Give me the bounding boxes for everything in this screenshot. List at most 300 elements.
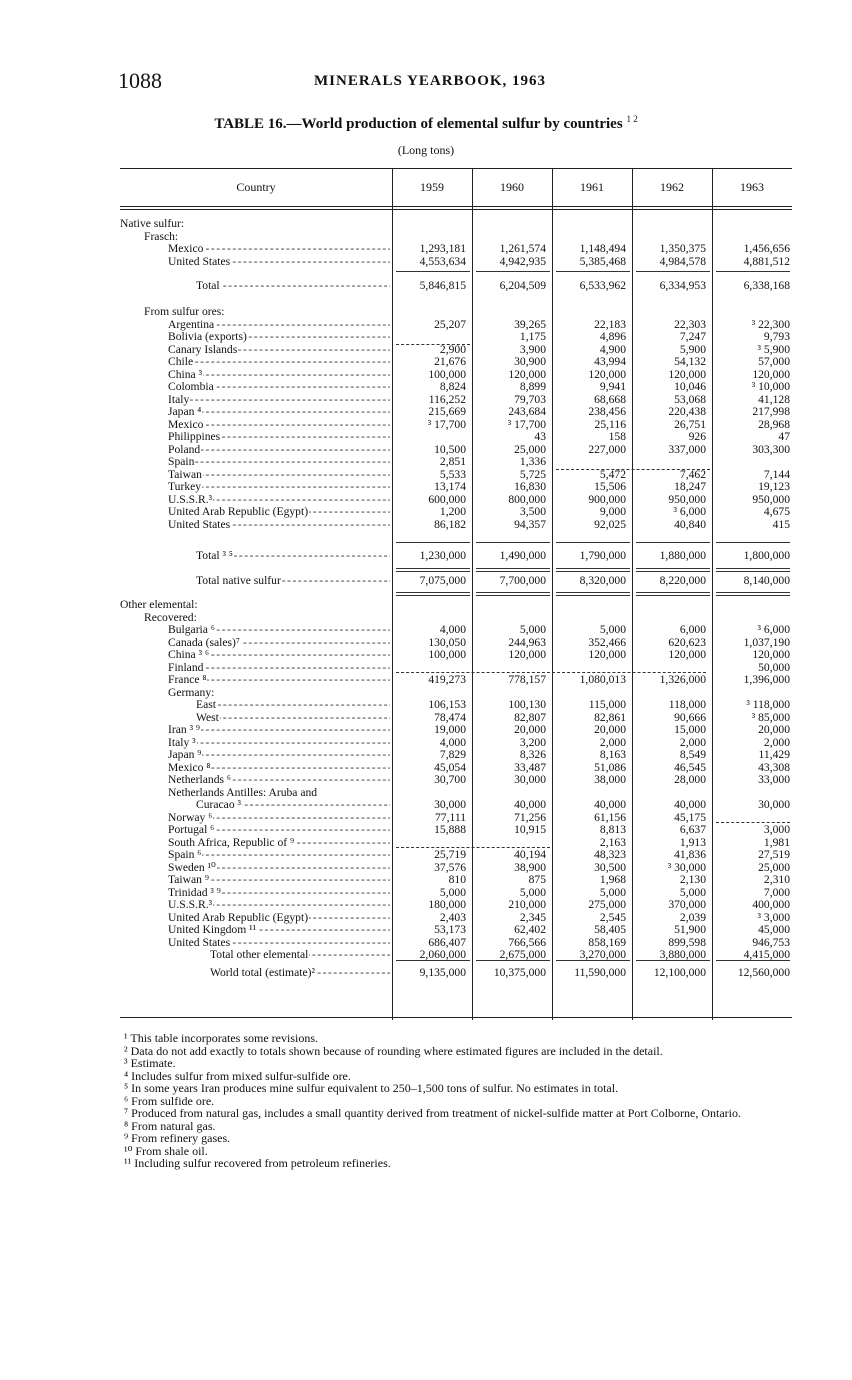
value-cell: 100,130	[508, 698, 546, 711]
rule	[716, 542, 790, 543]
table-row	[120, 243, 792, 256]
row-label-text: From sulfur ores:	[144, 306, 225, 318]
row-label	[168, 649, 390, 662]
rule	[556, 568, 630, 569]
rule	[716, 960, 790, 961]
header-rule-2	[120, 209, 792, 210]
row-label-text: West	[196, 711, 219, 724]
value-cell: 2,403	[439, 910, 466, 924]
table-row	[120, 749, 792, 762]
value-cell: 858,169	[588, 935, 626, 949]
page-number: 1088	[118, 68, 162, 93]
value-cell: 33,000	[758, 773, 790, 786]
rule	[716, 568, 790, 569]
row-label-text: Argentina	[168, 318, 215, 331]
value-cell: 303,300	[752, 442, 790, 456]
value-cell: 82,807	[514, 710, 546, 724]
rule	[556, 960, 630, 961]
value-cell: 2,345	[519, 910, 546, 924]
row-label-text: Portugal ⁶	[168, 824, 215, 836]
row-label-text: Bulgaria ⁶	[168, 624, 215, 636]
value-cell: 86,182	[434, 517, 466, 531]
value-cell: 5,533	[439, 467, 466, 481]
value-cell: 118,000	[668, 698, 706, 711]
value-cell: 5,000	[599, 623, 626, 636]
value-cell: 28,000	[674, 773, 706, 786]
value-cell: 39,265	[514, 317, 546, 331]
row-label	[168, 687, 390, 700]
value-cell: 53,068	[674, 392, 706, 406]
value-cell: 227,000	[588, 442, 626, 456]
table-row	[120, 799, 792, 812]
rule	[396, 271, 470, 272]
row-label	[168, 431, 390, 444]
value-cell: 20,000	[514, 723, 546, 736]
row-label	[168, 662, 390, 675]
row-label-text: Frasch:	[144, 230, 179, 243]
rule	[636, 568, 710, 569]
value-cell: ³ 17,700	[427, 417, 466, 431]
value-cell: 1,880,000	[659, 549, 706, 562]
row-label-text: Total ³ ⁵	[196, 550, 233, 562]
value-cell: 4,553,634	[419, 254, 466, 268]
value-cell: 7,247	[679, 330, 706, 343]
value-cell: 210,000	[508, 898, 546, 911]
table-row	[120, 431, 792, 444]
table-title-text: TABLE 16.—World production of elemental sulfur by countries	[214, 116, 623, 132]
row-label	[168, 519, 390, 532]
row-label	[168, 824, 390, 837]
value-cell: 26,751	[674, 417, 706, 431]
value-cell: 9,135,000	[419, 966, 466, 979]
row-label-text: Curacao ³	[196, 799, 241, 811]
row-label	[144, 306, 390, 319]
table-row	[120, 899, 792, 912]
value-cell: 10,046	[674, 380, 706, 393]
value-cell: 1,175	[519, 330, 546, 343]
value-cell: ³ 5,900	[757, 342, 790, 356]
value-cell: 5,000	[439, 885, 466, 899]
row-label-text: Bolivia (exports)	[168, 331, 247, 343]
row-label	[168, 787, 390, 800]
row-label	[168, 456, 390, 469]
value-cell: 58,405	[594, 923, 626, 936]
value-cell: 1,230,000	[419, 549, 466, 562]
value-cell: 1,148,494	[579, 242, 626, 255]
row-label	[168, 381, 390, 394]
row-label-text: Italy ³	[168, 736, 196, 749]
footnote: ² Data do not add exactly to totals shown because of rounding where estimated figures are included in the detail.	[124, 1043, 663, 1058]
value-cell: 51,900	[674, 923, 706, 936]
row-label-text: Netherlands Antilles: Aruba and	[168, 786, 318, 799]
value-cell: 1,326,000	[659, 673, 706, 686]
value-cell: 100,000	[428, 367, 466, 381]
value-cell: 5,000	[519, 885, 546, 899]
table-row	[120, 599, 792, 612]
rule	[556, 271, 630, 272]
row-label	[168, 356, 390, 369]
value-cell: 1,790,000	[579, 549, 626, 562]
value-cell: 40,000	[594, 798, 626, 811]
value-cell: 419,273	[428, 673, 466, 686]
rule	[476, 595, 550, 596]
value-cell: 5,385,468	[579, 254, 626, 268]
value-cell: 30,700	[434, 773, 466, 786]
table-row	[120, 356, 792, 369]
value-cell: ³ 10,000	[751, 380, 790, 393]
table-row	[120, 218, 792, 231]
value-cell: 41,128	[758, 392, 790, 406]
value-cell: 19,123	[758, 480, 790, 493]
value-cell: 3,270,000	[579, 948, 626, 961]
value-cell: 180,000	[428, 898, 466, 911]
rule	[396, 592, 470, 593]
value-cell: 7,144	[763, 467, 790, 481]
value-cell: 2,060,000	[419, 948, 466, 961]
value-cell: 4,984,578	[659, 254, 706, 268]
value-cell: 100,000	[428, 648, 466, 661]
row-label	[144, 612, 390, 625]
row-label-text: Germany:	[168, 686, 215, 699]
row-label	[168, 849, 390, 862]
row-label	[144, 231, 390, 244]
value-cell: 620,623	[668, 635, 706, 649]
value-cell: 18,247	[674, 480, 706, 493]
value-cell: 46,545	[674, 760, 706, 774]
value-cell: 21,676	[434, 355, 466, 368]
value-cell: 13,174	[434, 480, 466, 493]
value-cell: 41,836	[674, 848, 706, 861]
row-label-text: Mexico	[168, 418, 204, 431]
row-label	[168, 899, 390, 912]
row-label-text: United States	[168, 936, 231, 949]
row-label	[168, 481, 390, 494]
value-cell: 7,462	[679, 467, 706, 481]
row-label-text: Spain	[168, 456, 195, 468]
rule	[716, 592, 790, 593]
table-row	[120, 624, 792, 637]
footnote: ¹¹ Including sulfur recovered from petroleum refineries.	[124, 1156, 391, 1170]
value-cell: 8,220,000	[659, 574, 706, 587]
value-cell: 16,830	[514, 480, 546, 493]
value-cell: 3,900	[519, 342, 546, 356]
rule	[556, 571, 630, 572]
value-cell: 7,829	[439, 748, 466, 761]
row-label-text: United Kingdom ¹¹	[168, 924, 257, 936]
value-cell: 1,350,375	[659, 242, 706, 255]
value-cell: 20,000	[758, 723, 790, 736]
value-cell: 10,915	[514, 823, 546, 836]
footnote: ⁶ From sulfide ore.	[124, 1093, 215, 1108]
value-cell: ³ 30,000	[667, 860, 706, 874]
value-cell: ³ 17,700	[507, 417, 546, 431]
table-row	[120, 506, 792, 519]
value-cell: 8,549	[679, 748, 706, 761]
footnote: ¹⁰ From shale oil.	[124, 1143, 208, 1158]
footnote: ⁴ Includes sulfur from mixed sulfur-sulfide ore.	[124, 1068, 351, 1083]
value-cell: 3,000	[763, 823, 790, 836]
value-cell: 82,861	[594, 710, 626, 724]
table-row	[120, 649, 792, 662]
value-cell: 50,000	[758, 660, 790, 674]
row-label	[210, 967, 390, 980]
value-cell: 38,000	[594, 773, 626, 786]
row-label	[168, 812, 390, 825]
value-cell: 1,396,000	[743, 673, 790, 686]
value-cell: 2,310	[763, 873, 790, 886]
value-cell: 30,500	[594, 860, 626, 874]
row-label-text: United States	[168, 255, 231, 268]
value-cell: 1,336	[519, 455, 546, 468]
rule	[476, 571, 550, 572]
table-row	[120, 874, 792, 887]
row-label-text: Japan ⁹	[168, 749, 202, 761]
value-cell: 10,500	[434, 442, 466, 456]
value-cell: 45,054	[434, 760, 466, 774]
rule	[476, 542, 550, 543]
value-cell: 215,669	[428, 405, 466, 418]
value-cell: 120,000	[508, 367, 546, 381]
row-label-text: Turkey	[168, 481, 202, 493]
rule	[396, 595, 470, 596]
rule	[396, 960, 470, 961]
value-cell: 25,000	[758, 860, 790, 874]
value-cell: 1,293,181	[419, 242, 466, 255]
value-cell: 120,000	[752, 367, 790, 381]
value-cell: 1,800,000	[743, 549, 790, 562]
row-label	[168, 624, 390, 637]
value-cell: 106,153	[428, 698, 466, 711]
row-label	[168, 506, 390, 519]
value-cell: 9,000	[599, 505, 626, 518]
row-label-text: China ³	[168, 368, 203, 381]
value-cell: 47	[778, 430, 790, 443]
row-label	[168, 749, 390, 762]
value-cell: 30,000	[758, 798, 790, 811]
row-label-text: Native sulfur:	[120, 218, 185, 230]
value-cell: 40,000	[514, 798, 546, 811]
table-row	[120, 381, 792, 394]
value-cell: 8,824	[439, 380, 466, 393]
value-cell: 8,899	[519, 380, 546, 393]
value-cell: 800,000	[508, 492, 546, 506]
value-cell: 5,846,815	[419, 279, 466, 292]
row-label-text: United Arab Republic (Egypt)	[168, 911, 309, 924]
value-cell: 900,000	[588, 492, 626, 506]
value-cell: 217,998	[752, 405, 790, 418]
row-label	[196, 280, 390, 293]
row-label-text: Total other elemental	[210, 949, 309, 961]
value-cell: 8,813	[599, 823, 626, 836]
row-label	[168, 862, 390, 875]
row-label	[168, 737, 390, 750]
value-cell: 2,000	[763, 735, 790, 749]
value-cell: 686,407	[428, 935, 466, 949]
value-cell: 2,545	[599, 910, 626, 924]
row-label-text: Recovered:	[144, 611, 197, 624]
value-cell: 2,130	[679, 873, 706, 886]
running-title: MINERALS YEARBOOK, 1963	[314, 73, 547, 89]
value-cell: 1,913	[679, 835, 706, 849]
value-cell: 62,402	[514, 923, 546, 936]
value-cell: 45,175	[674, 810, 706, 824]
row-label-text: Total native sulfur	[196, 575, 281, 587]
production-table	[120, 168, 792, 1020]
footnote: ⁹ From refinery gases.	[124, 1131, 231, 1145]
row-label-text: Total	[196, 280, 220, 292]
table-title-notes: 1 2	[626, 114, 638, 124]
row-label-text: Spain ⁶	[168, 849, 202, 861]
value-cell: 5,900	[679, 342, 706, 356]
value-cell: 43,994	[594, 355, 626, 368]
table-row	[120, 550, 792, 563]
row-label-text: Other elemental:	[120, 599, 198, 611]
value-cell: 5,000	[519, 623, 546, 636]
row-label	[168, 887, 390, 900]
row-label-text: United Arab Republic (Egypt)	[168, 506, 309, 518]
value-cell: 2,163	[599, 835, 626, 849]
row-label-text: Netherlands ⁶	[168, 774, 231, 786]
value-cell: 899,598	[668, 935, 706, 949]
row-label-text: Taiwan	[168, 468, 202, 481]
value-cell: 9,793	[763, 330, 790, 343]
row-label-text: Chile	[168, 356, 194, 368]
row-label	[168, 762, 390, 775]
row-label-text: Italy	[168, 393, 190, 406]
rule	[476, 592, 550, 593]
value-cell: 33,487	[514, 760, 546, 774]
row-label-text: Mexico	[168, 243, 204, 255]
value-cell: 4,415,000	[743, 948, 790, 961]
value-cell: 40,000	[674, 798, 706, 811]
table-row	[120, 306, 792, 319]
value-cell: 4,000	[439, 735, 466, 749]
footnote: ⁸ From natural gas.	[124, 1118, 216, 1133]
value-cell: 94,357	[514, 517, 546, 531]
value-cell: 875	[528, 873, 546, 886]
row-label	[168, 419, 390, 432]
value-cell: ³ 6,000	[673, 505, 706, 518]
value-cell: 2,000	[679, 735, 706, 749]
row-label	[168, 369, 390, 382]
value-cell: 600,000	[428, 492, 466, 506]
table-row	[120, 575, 792, 588]
rule	[396, 571, 470, 572]
value-cell: 25,719	[434, 848, 466, 861]
value-cell: 12,560,000	[737, 966, 790, 979]
row-label-text: Japan ⁴	[168, 406, 202, 418]
value-cell: 275,000	[588, 898, 626, 911]
value-cell: ³ 118,000	[746, 698, 790, 711]
row-label	[168, 469, 390, 482]
row-label	[168, 837, 390, 850]
table-top-rule	[120, 168, 792, 169]
value-cell: 92,025	[594, 517, 626, 531]
table-row	[120, 280, 792, 293]
value-cell: 1,456,656	[743, 242, 790, 255]
header-1962: 1962	[660, 180, 684, 194]
rule	[556, 542, 630, 543]
table-row	[120, 724, 792, 737]
value-cell: 78,474	[434, 710, 466, 724]
row-label	[120, 599, 390, 612]
value-cell: 43,308	[758, 760, 790, 774]
value-cell: 352,466	[588, 635, 626, 649]
table-row	[120, 331, 792, 344]
rule	[556, 595, 630, 596]
row-label	[168, 674, 390, 687]
rule	[636, 542, 710, 543]
value-cell: 5,000	[679, 885, 706, 899]
row-label	[168, 912, 390, 925]
value-cell: 116,252	[428, 392, 466, 406]
value-cell: 946,753	[752, 935, 790, 949]
header-1963: 1963	[740, 180, 764, 194]
row-label	[196, 712, 390, 725]
value-cell: 5,472	[599, 467, 626, 481]
value-cell: 950,000	[668, 492, 706, 506]
row-label	[168, 394, 390, 407]
table-row	[120, 824, 792, 837]
value-cell: 15,888	[434, 823, 466, 836]
value-cell: 1,080,013	[579, 673, 626, 686]
row-label	[196, 799, 390, 812]
value-cell: 10,375,000	[493, 966, 546, 979]
value-cell: 1,037,190	[743, 635, 790, 649]
rule	[476, 568, 550, 569]
value-cell: 6,204,509	[499, 279, 546, 292]
value-cell: 25,207	[434, 317, 466, 331]
row-label-text: Colombia	[168, 381, 214, 393]
value-cell: 7,000	[763, 885, 790, 899]
header-country: Country	[236, 180, 276, 194]
row-label-text: Canary Islands	[168, 343, 238, 356]
value-cell: 238,456	[588, 405, 626, 418]
value-cell: 1,261,574	[499, 242, 546, 255]
value-cell: 400,000	[752, 898, 790, 911]
value-cell: 7,075,000	[419, 574, 466, 587]
rule	[476, 271, 550, 272]
row-label	[210, 949, 390, 962]
rule	[556, 469, 710, 470]
value-cell: 766,566	[508, 935, 546, 949]
value-cell: 12,100,000	[653, 966, 706, 979]
row-label-text: World total (estimate)²	[210, 967, 315, 979]
row-label	[168, 319, 390, 332]
value-cell: 8,140,000	[743, 574, 790, 587]
rule	[636, 595, 710, 596]
value-cell: 15,000	[674, 723, 706, 736]
value-cell: 1,968	[599, 873, 626, 886]
row-label-text: China ³ ⁶	[168, 649, 210, 661]
value-cell: 9,941	[599, 380, 626, 393]
footnote: ³ Estimate.	[124, 1056, 176, 1070]
value-cell: 778,157	[508, 673, 546, 686]
row-label-text: Finland	[168, 661, 204, 674]
value-cell: 1,490,000	[499, 549, 546, 562]
row-label	[168, 444, 390, 457]
value-cell: 2,675,000	[499, 948, 546, 961]
rule	[636, 960, 710, 961]
value-cell: 27,519	[758, 848, 790, 861]
value-cell: 53,173	[434, 923, 466, 936]
value-cell: 68,668	[594, 392, 626, 406]
value-cell: 8,326	[519, 748, 546, 761]
row-label-text: South Africa, Republic of ⁹	[168, 836, 295, 849]
table-row	[120, 924, 792, 937]
value-cell: 22,303	[674, 317, 706, 331]
row-label-text: U.S.S.R.³	[168, 493, 213, 506]
